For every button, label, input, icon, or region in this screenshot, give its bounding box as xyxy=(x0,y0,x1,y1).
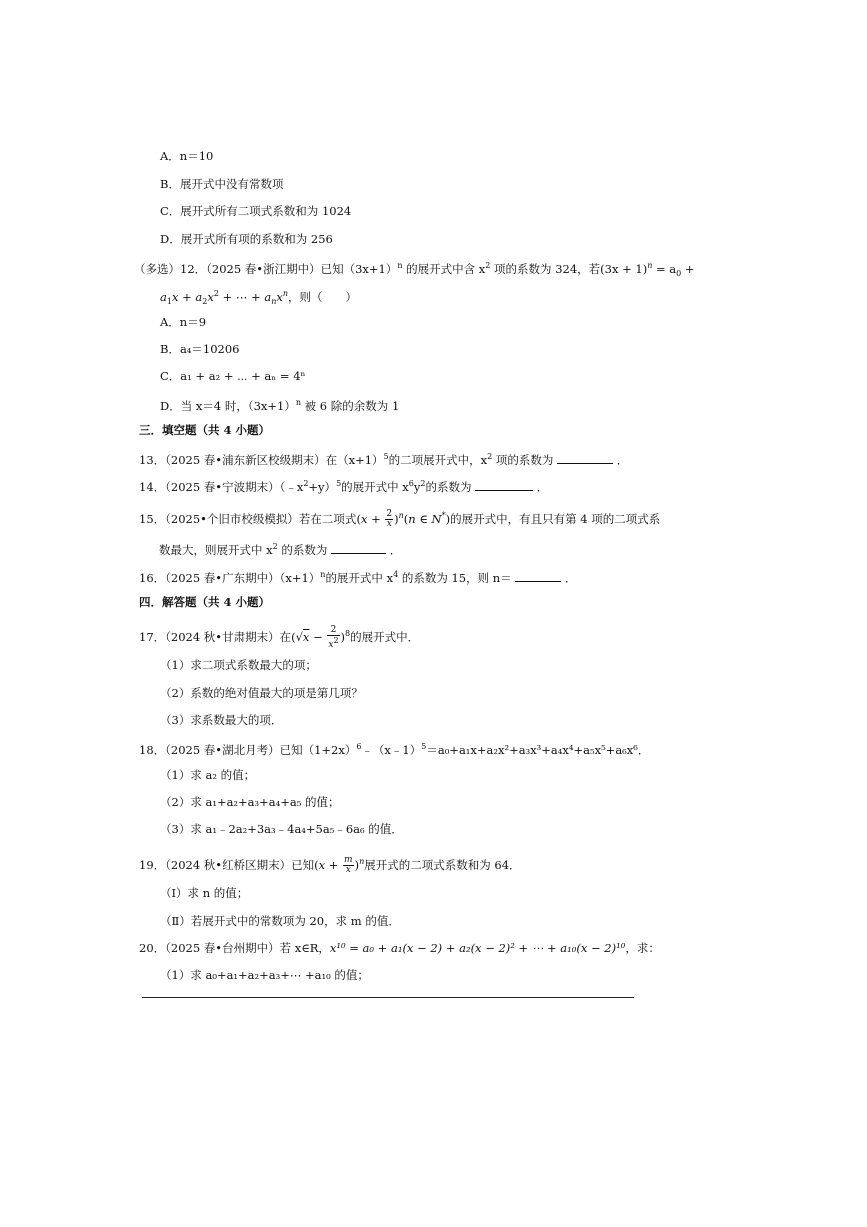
q14-stem: 14．（2025 春•宁波期末）$(﹣x^2+y)^5$的展开式中 $x^6y^2$的系数为 ． xyxy=(139,479,549,494)
q16-stem: 16．（2025 春•广东期中）$(x+1)^n$的展开式中 $x^4$ 的系数为 15，则 n＝ ． xyxy=(139,570,577,585)
q19-part-1: （Ⅰ）求 n 的值； xyxy=(160,886,249,900)
q20-stem: 20．（2025 春•台州期中）若 x∈R，x¹⁰ = a₀ + a₁(x − 2) + a₂(x − 2)² + ⋯ + a₁₀(x − 2)¹⁰，求： xyxy=(139,941,660,955)
q17-stem: 17．（2024 秋•甘肃期末）在(√x − $\frac{2}{x^2}$ )$^8$的展开式中． xyxy=(139,625,420,650)
q12-option-b: B．a₄＝10206 xyxy=(160,342,240,356)
q19-fraction: $\frac{m}{x}$ xyxy=(344,855,353,876)
q11-option-b: B．展开式中没有常数项 xyxy=(160,177,284,191)
q14-answer-blank[interactable] xyxy=(475,479,533,491)
q20-part-1: （1）求 a₀+a₁+a₂+a₃+⋯ +a₁₀ 的值； xyxy=(160,968,369,982)
q12-stem-line1: （多选）12．（2025 春•浙江期中）已知$(3x+1)^n$ 的展开式中含 $x^2$ 项的系数为 324，若$(3x + 1)^n = a_0$ + xyxy=(134,261,695,279)
q17-part-2: （2）系数的绝对值最大的项是第几项？ xyxy=(160,686,363,700)
q15-fraction: $\frac{2}{x}$ xyxy=(386,509,393,530)
q12-option-a: A．n＝9 xyxy=(160,315,207,329)
q13-answer-blank[interactable] xyxy=(557,452,613,464)
q11-option-a: A．n＝10 xyxy=(160,149,214,163)
q12-stem-line2: $a_1x + a_2x^2$ + ⋯ + $a_nx^n$，则（ ） xyxy=(160,289,358,307)
q12-option-d: D．当 x＝4 时，$(3x+1)^n$ 被 6 除的余数为 1 xyxy=(160,398,400,413)
q11-option-d: D．展开式所有项的系数和为 256 xyxy=(160,232,333,246)
q18-stem: 18．（2025 春•湖北月考）已知$(1+2x)^6﹣(x﹣1)^5=a_0+a_1x+a_2x^2+a_3x^3+a_4x^4+a_5x^5+a_6x^6$． xyxy=(139,742,650,757)
q20-formula: x¹⁰ = a₀ + a₁(x − 2) + a₂(x − 2)² + ⋯ + a₁₀(x − 2)¹⁰ xyxy=(329,941,626,955)
section-4-heading: 四．解答题（共 4 小题） xyxy=(139,595,271,609)
page-bottom-rule xyxy=(142,997,634,998)
q19-part-2: （Ⅱ）若展开式中的常数项为 20，求 m 的值． xyxy=(160,914,400,928)
q19-stem: 19．（2024 秋•红桥区期末）已知(x + $\frac{m}{x}$ )$^n$展开式的二项式系数和为 64． xyxy=(139,855,521,876)
q12-option-c: C．a₁ + a₂ + ⋯ + aₙ = 4ⁿ xyxy=(160,369,306,383)
section-3-heading: 三．填空题（共 4 小题） xyxy=(139,423,271,437)
q15-stem-line1: 15．（2025•个旧市校级模拟）若在二项式(x + $\frac{2}{x}$ )$^n$(n ∈ N*)的展开式中，有且只有第 4 项的二项式系 xyxy=(139,509,661,530)
q17-part-1: （1）求二项式系数最大的项； xyxy=(160,658,317,672)
q17-fraction: $\frac{2}{x^2}$ xyxy=(328,625,339,650)
q11-option-c: C．展开式所有二项式系数和为 1024 xyxy=(160,204,352,218)
q15-answer-blank[interactable] xyxy=(331,542,386,554)
q13-stem: 13．（2025 春•浦东新区校级期末）在$(x+1)^5$的二项展开式中，$x^2$ 项的系数为 ． xyxy=(139,452,629,467)
q18-part-3: （3）求 a₁﹣2a₂+3a₃﹣4a₄+5a₅﹣6a₆ 的值． xyxy=(160,822,403,836)
q18-part-1: （1）求 a₂ 的值； xyxy=(160,768,256,782)
q15-stem-line2: 数最大，则展开式中 $x^2$ 的系数为 ． xyxy=(159,542,402,557)
q17-part-3: （3）求系数最大的项． xyxy=(160,713,283,727)
q18-part-2: （2）求 a₁+a₂+a₃+a₄+a₅ 的值； xyxy=(160,795,340,809)
q16-answer-blank[interactable] xyxy=(515,570,561,582)
